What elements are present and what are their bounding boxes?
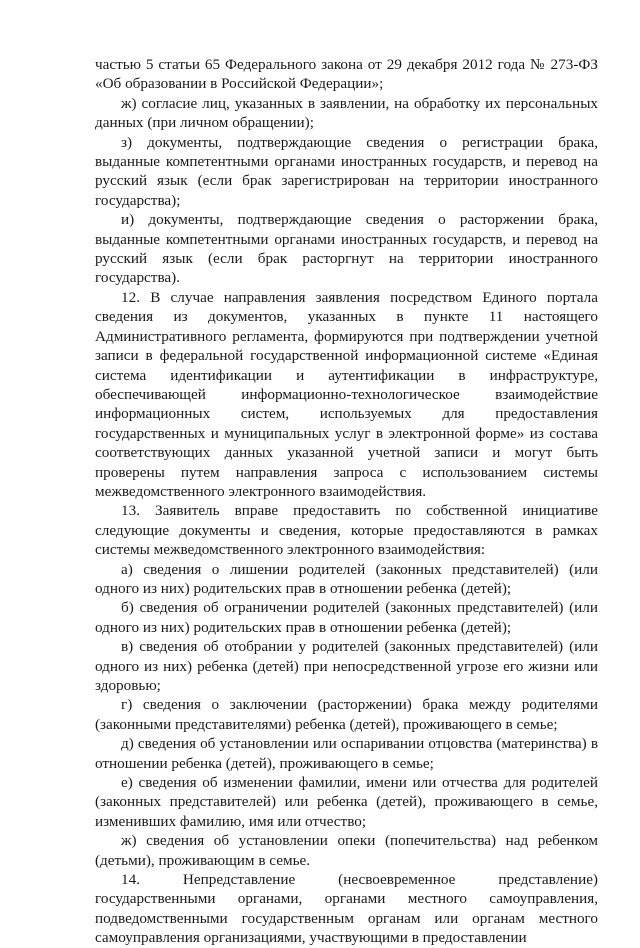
paragraph-continuation: частью 5 статьи 65 Федерального закона от 29 декабря 2012 года № 273-ФЗ «Об образовании в Российской Федерации»; xyxy=(95,56,598,93)
paragraph-clause-12: 12. В случае направления заявления посредством Единого портала сведения из документов, указанных в пункте 11 настоящего Административного регламента, формируются при подтверждении учетной записи в федеральной государственной информационной системе «Единая система идентификации и аутентификации в инфраструктуре, обеспечивающей информационно-технологическое взаимодействие информационных систем, используемых для предоставления государственных и муниципальных услуг в электронной форме» из состава соответствующих данных указанной учетной записи и могут быть проверены путем направления запроса с использованием системы межведомственного электронного взаимодействия. xyxy=(95,288,598,500)
paragraph-clause-13: 13. Заявитель вправе предоставить по собственной инициативе следующие документы и сведения, которые предоставляются в рамках системы межведомственного электронного взаимодействия: xyxy=(95,502,598,559)
paragraph-item-g: г) сведения о заключении (расторжении) брака между родителями (законными представителями) ребенка (детей), проживающего в семье; xyxy=(95,696,598,733)
paragraph-item-d: д) сведения об установлении или оспаривании отцовства (материнства) в отношении ребенка (детей), проживающего в семье; xyxy=(95,735,598,772)
paragraph-item-z-marriage-registration: з) документы, подтверждающие сведения о регистрации брака, выданные компетентными органами иностранных государств, и перевод на русский язык (если брак зарегистрирован на территории иностранного государства); xyxy=(95,133,598,209)
paragraph-item-zh-guardianship: ж) сведения об установлении опеки (попечительства) над ребенком (детьми), проживающим в семье. xyxy=(95,832,598,869)
paragraph-item-v: в) сведения об отобрании у родителей (законных представителей) (или одного из них) ребенка (детей) при непосредственной угрозе его жизни или здоровью; xyxy=(95,638,598,694)
paragraph-clause-14: 14. Непредставление (несвоевременное представление) государственными органами, органами местного самоуправления, подведомственными государственным органам или органам местного самоуправления организациями, участвующими в предоставлении xyxy=(95,871,598,947)
paragraph-item-i-marriage-dissolution: и) документы, подтверждающие сведения о расторжении брака, выданные компетентными органами иностранных государств, и перевод на русский язык (если брак расторгнут на территории иностранного государства). xyxy=(95,211,598,287)
paragraph-item-a: а) сведения о лишении родителей (законных представителей) (или одного из них) родительских прав в отношении ребенка (детей); xyxy=(95,560,598,597)
paragraph-item-zh-consent: ж) согласие лиц, указанных в заявлении, на обработку их персональных данных (при личном обращении); xyxy=(95,94,598,132)
paragraph-item-e: е) сведения об изменении фамилии, имени или отчества для родителей (законных представителей) или ребенка (детей), проживающего в семье, изменивших фамилию, имя или отчество; xyxy=(95,774,598,830)
paragraph-item-b: б) сведения об ограничении родителей (законных представителей) (или одного из них) родительских прав в отношении ребенка (детей); xyxy=(95,599,598,636)
document-page xyxy=(95,55,598,948)
